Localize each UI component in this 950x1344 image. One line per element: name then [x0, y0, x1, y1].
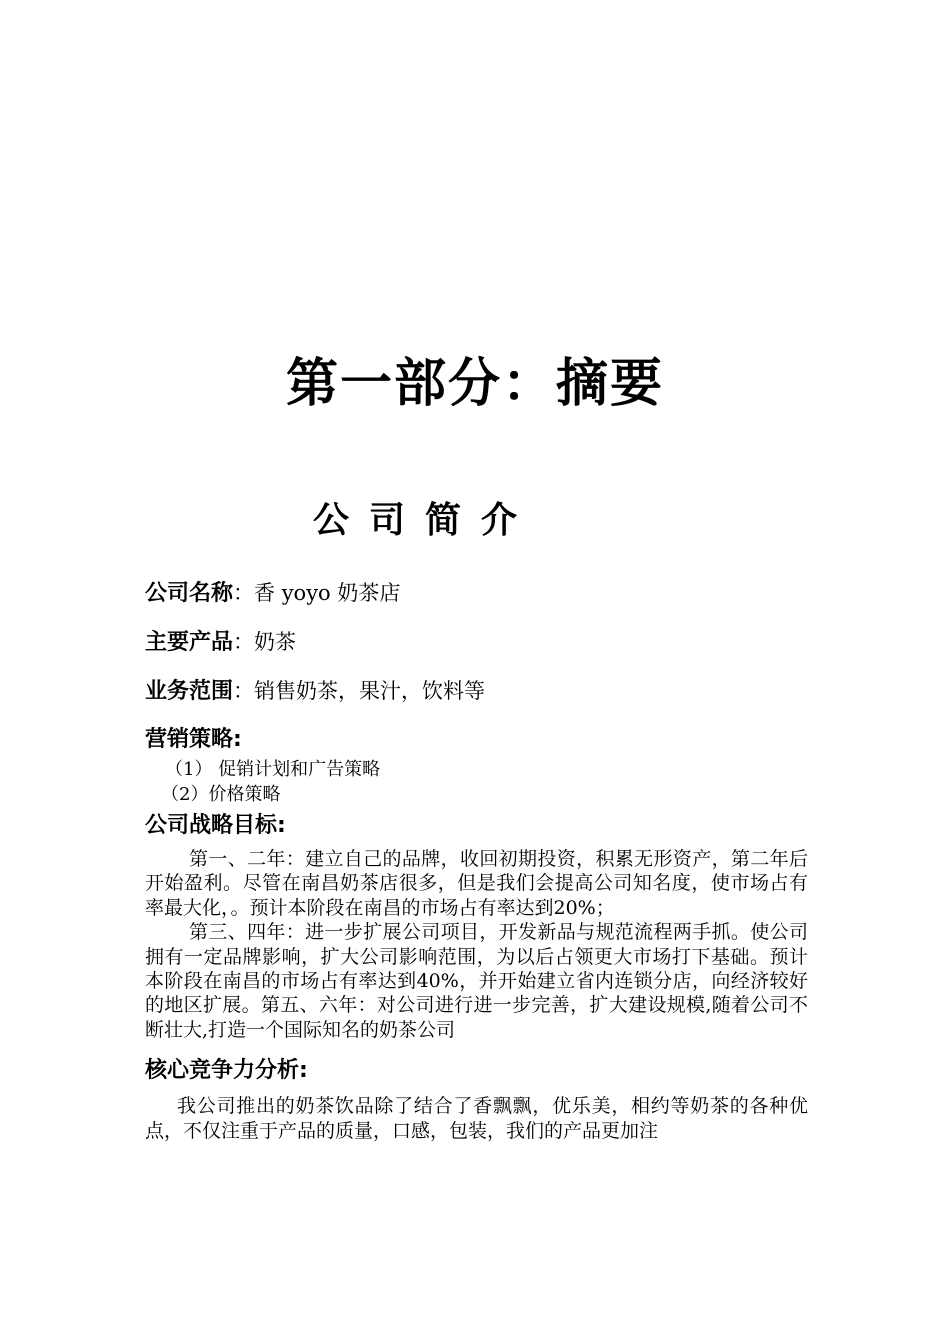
field-business-scope — [145, 674, 808, 709]
field-main-product — [145, 625, 808, 660]
field-label: 公司名称 — [145, 581, 234, 606]
field-label: 业务范围 — [145, 679, 234, 704]
document-body — [145, 576, 808, 1143]
field-company-name — [145, 576, 808, 611]
strategy-paragraph-1: 第一、二年：建立自己的品牌，收回初期投资，积累无形资产，第二年后开始盈利。尽管在南昌奶茶店很多，但是我们会提高公司知名度，使市场占有率最大化，。预计本阶段在南昌的市场占有率达到20%； — [145, 848, 808, 919]
core-heading: 核心竞争力分析: — [145, 1058, 308, 1084]
part-title: 第一部分：摘要 — [285, 354, 664, 414]
core-paragraph: 我公司推出的奶茶饮品除了结合了香飘飘，优乐美，相约等奶茶的各种优点，不仅注重于产品的质量，口感，包装，我们的产品更加注 — [145, 1095, 808, 1142]
field-label: 主要产品 — [145, 630, 234, 655]
list-item: （2）价格策略 — [161, 784, 281, 805]
field-colon: ： — [233, 630, 255, 654]
strategy-heading: 公司战略目标: — [145, 813, 286, 838]
list-item: （1） 促销计划和广告策略 — [165, 759, 381, 780]
field-value: 销售奶茶，果汁，饮料等 — [254, 679, 486, 703]
marketing-heading: 营销策略: — [145, 727, 242, 752]
field-value: 奶茶 — [254, 630, 297, 654]
field-colon: ： — [233, 581, 255, 605]
field-value: 香 yoyo 奶茶店 — [254, 581, 401, 605]
marketing-list — [145, 757, 808, 807]
section-title: 公司简介 — [312, 500, 537, 541]
field-colon: ： — [233, 679, 255, 703]
strategy-paragraph-2: 第三、四年：进一步扩展公司项目，开发新品与规范流程两手抓。使公司拥有一定品牌影响，扩大公司影响范围，为以后占领更大市场打下基础。预计本阶段在南昌的市场占有率达到40%，并开始建立省内连锁分店，向经济较好的地区扩展。第五、六年：对公司进行进一步完善，扩大建设规模,随着公司不断壮大,打造一个国际知名的奶茶公司 — [145, 921, 808, 1041]
